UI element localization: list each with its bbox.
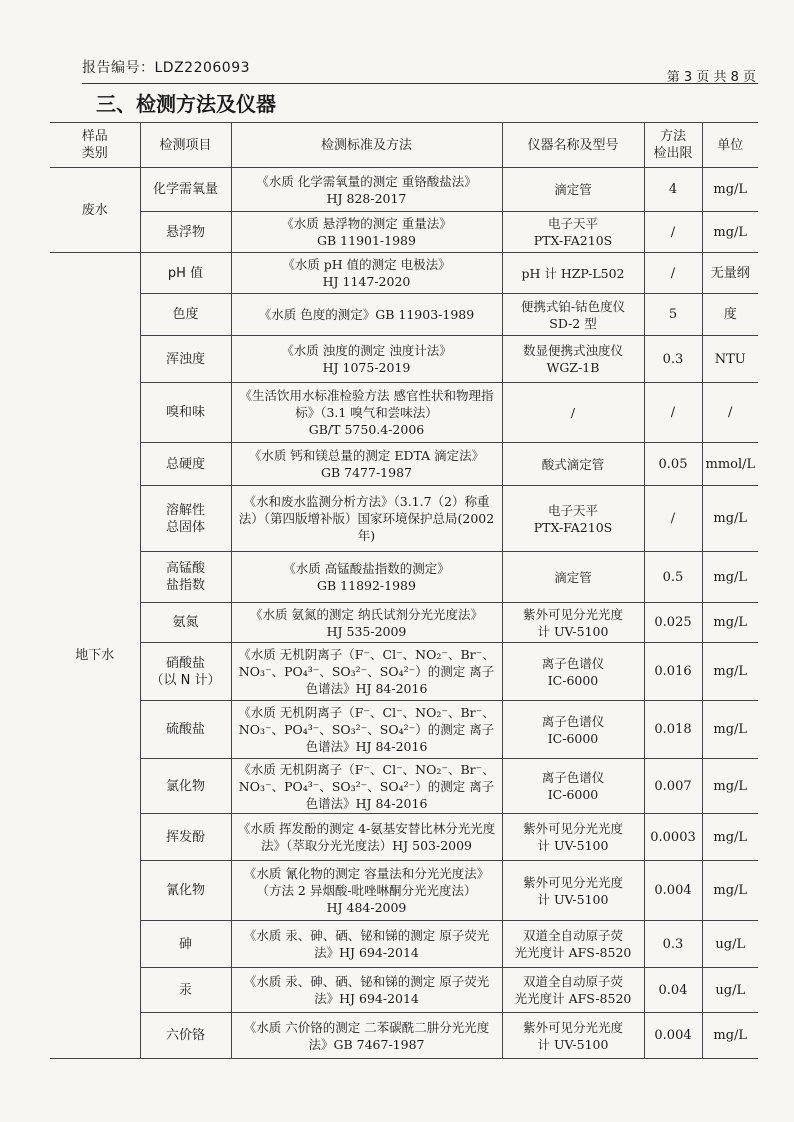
unit-cell: mg/L: [702, 759, 758, 814]
instrument-cell: pH 计 HZP-L502: [502, 253, 644, 294]
instrument-cell: 紫外可见分光光度 计 UV-5100: [502, 861, 644, 921]
detection-limit-cell: 0.5: [644, 552, 702, 603]
table-row: [50, 212, 758, 253]
instrument-cell: 滴定管: [502, 552, 644, 603]
table-row: [50, 168, 758, 212]
table-row: [50, 968, 758, 1013]
test-item-cell: 总硬度: [140, 443, 231, 486]
sample-category-cell: 废水: [50, 168, 140, 253]
test-item-cell: pH 值: [140, 253, 231, 294]
table-row: [50, 336, 758, 383]
test-item-cell: 挥发酚: [140, 814, 231, 861]
detection-limit-cell: 5: [644, 294, 702, 336]
instrument-cell: 电子天平 PTX-FA210S: [502, 486, 644, 552]
detection-limit-cell: /: [644, 253, 702, 294]
instrument-cell: 酸式滴定管: [502, 443, 644, 486]
table-row: [50, 383, 758, 443]
test-item-cell: 高锰酸 盐指数: [140, 552, 231, 603]
instrument-cell: 紫外可见分光光度 计 UV-5100: [502, 1013, 644, 1059]
detection-limit-cell: 0.3: [644, 921, 702, 968]
report-number: 报告编号：LDZ2206093: [82, 60, 251, 76]
unit-cell: NTU: [702, 336, 758, 383]
method-cell: 《水质 悬浮物的测定 重量法》 GB 11901-1989: [231, 212, 502, 253]
detection-limit-cell: /: [644, 486, 702, 552]
instrument-cell: 电子天平 PTX-FA210S: [502, 212, 644, 253]
detection-limit-cell: 0.025: [644, 603, 702, 643]
detection-limit-cell: 0.0003: [644, 814, 702, 861]
test-item-cell: 氨氮: [140, 603, 231, 643]
test-item-cell: 悬浮物: [140, 212, 231, 253]
method-cell: 《生活饮用水标准检验方法 感官性状和物理指标》（3.1 嗅气和尝味法） GB/T 5750.4-2006: [231, 383, 502, 443]
test-item-cell: 化学需氧量: [140, 168, 231, 212]
test-item-cell: 嗅和味: [140, 383, 231, 443]
method-cell: 《水质 钙和镁总量的测定 EDTA 滴定法》 GB 7477-1987: [231, 443, 502, 486]
instrument-cell: 离子色谱仪 IC-6000: [502, 643, 644, 701]
method-cell: 《水质 色度的测定》GB 11903-1989: [231, 294, 502, 336]
table-row: [50, 701, 758, 759]
test-item-cell: 溶解性 总固体: [140, 486, 231, 552]
table-body: [50, 168, 758, 1059]
instrument-cell: 离子色谱仪 IC-6000: [502, 701, 644, 759]
table-row: [50, 759, 758, 814]
instrument-cell: 紫外可见分光光度 计 UV-5100: [502, 603, 644, 643]
sample-category-cell: 地下水: [50, 253, 140, 1059]
test-item-cell: 硝酸盐 （以 N 计）: [140, 643, 231, 701]
method-cell: 《水质 氨氮的测定 纳氏试剂分光光度法》 HJ 535-2009: [231, 603, 502, 643]
instrument-cell: /: [502, 383, 644, 443]
detection-limit-cell: /: [644, 212, 702, 253]
test-item-cell: 氯化物: [140, 759, 231, 814]
test-item-cell: 硫酸盐: [140, 701, 231, 759]
unit-cell: mg/L: [702, 701, 758, 759]
method-cell: 《水质 无机阴离子（F⁻、Cl⁻、NO₂⁻、Br⁻、NO₃⁻、PO₄³⁻、SO₃²⁻、SO₄²⁻）的测定 离子色谱法》HJ 84-2016: [231, 643, 502, 701]
col-header-limit: 方法 检出限: [644, 123, 702, 168]
unit-cell: /: [702, 383, 758, 443]
unit-cell: mg/L: [702, 643, 758, 701]
unit-cell: mg/L: [702, 486, 758, 552]
test-item-cell: 浑浊度: [140, 336, 231, 383]
instrument-cell: 离子色谱仪 IC-6000: [502, 759, 644, 814]
header-divider: [82, 83, 758, 84]
unit-cell: mg/L: [702, 212, 758, 253]
section-title: 三、检测方法及仪器: [96, 92, 276, 116]
test-item-cell: 六价铬: [140, 1013, 231, 1059]
method-cell: 《水和废水监测分析方法》（3.1.7（2）称重法）（第四版增补版）国家环境保护总局(2002 年): [231, 486, 502, 552]
table-row: [50, 486, 758, 552]
methods-table: [50, 122, 758, 1059]
table-row: [50, 294, 758, 336]
detection-limit-cell: 0.04: [644, 968, 702, 1013]
instrument-cell: 双道全自动原子荧 光光度计 AFS-8520: [502, 921, 644, 968]
method-cell: 《水质 汞、砷、硒、铋和锑的测定 原子荧光法》HJ 694-2014: [231, 921, 502, 968]
detection-limit-cell: 0.018: [644, 701, 702, 759]
unit-cell: mg/L: [702, 1013, 758, 1059]
method-cell: 《水质 无机阴离子（F⁻、Cl⁻、NO₂⁻、Br⁻、NO₃⁻、PO₄³⁻、SO₃²⁻、SO₄²⁻）的测定 离子色谱法》HJ 84-2016: [231, 759, 502, 814]
unit-cell: mg/L: [702, 603, 758, 643]
table-row: [50, 643, 758, 701]
page-info: 第 3 页 共 8 页: [666, 70, 756, 85]
detection-limit-cell: 0.004: [644, 861, 702, 921]
table-row: [50, 603, 758, 643]
detection-limit-cell: 0.3: [644, 336, 702, 383]
detection-limit-cell: 0.016: [644, 643, 702, 701]
unit-cell: ug/L: [702, 968, 758, 1013]
table-row: [50, 921, 758, 968]
table-row: [50, 443, 758, 486]
test-item-cell: 砷: [140, 921, 231, 968]
method-cell: 《水质 挥发酚的测定 4-氨基安替比林分光光度法》（萃取分光光度法）HJ 503-2009: [231, 814, 502, 861]
table-row: [50, 814, 758, 861]
col-header-instrument: 仪器名称及型号: [502, 123, 644, 168]
col-header-method: 检测标准及方法: [231, 123, 502, 168]
test-item-cell: 汞: [140, 968, 231, 1013]
detection-limit-cell: 0.05: [644, 443, 702, 486]
unit-cell: mg/L: [702, 861, 758, 921]
method-cell: 《水质 pH 值的测定 电极法》 HJ 1147-2020: [231, 253, 502, 294]
unit-cell: mmol/L: [702, 443, 758, 486]
test-item-cell: 氰化物: [140, 861, 231, 921]
col-header-category: 样品 类别: [50, 123, 140, 168]
unit-cell: mg/L: [702, 552, 758, 603]
test-item-cell: 色度: [140, 294, 231, 336]
unit-cell: 度: [702, 294, 758, 336]
instrument-cell: 数显便携式浊度仪 WGZ-1B: [502, 336, 644, 383]
unit-cell: 无量纲: [702, 253, 758, 294]
detection-limit-cell: 0.007: [644, 759, 702, 814]
detection-limit-cell: 0.004: [644, 1013, 702, 1059]
method-cell: 《水质 氰化物的测定 容量法和分光光度法》（方法 2 异烟酸-吡唑啉酮分光光度法） HJ 484-2009: [231, 861, 502, 921]
method-cell: 《水质 六价铬的测定 二苯碳酰二肼分光光度法》GB 7467-1987: [231, 1013, 502, 1059]
method-cell: 《水质 高锰酸盐指数的测定》 GB 11892-1989: [231, 552, 502, 603]
table-row: [50, 1013, 758, 1059]
method-cell: 《水质 浊度的测定 浊度计法》 HJ 1075-2019: [231, 336, 502, 383]
table-row: [50, 861, 758, 921]
unit-cell: mg/L: [702, 168, 758, 212]
table-row: [50, 253, 758, 294]
instrument-cell: 紫外可见分光光度 计 UV-5100: [502, 814, 644, 861]
unit-cell: ug/L: [702, 921, 758, 968]
detection-limit-cell: 4: [644, 168, 702, 212]
method-cell: 《水质 化学需氧量的测定 重铬酸盐法》 HJ 828-2017: [231, 168, 502, 212]
detection-limit-cell: /: [644, 383, 702, 443]
instrument-cell: 滴定管: [502, 168, 644, 212]
instrument-cell: 双道全自动原子荧 光光度计 AFS-8520: [502, 968, 644, 1013]
table-header-row: [50, 123, 758, 168]
method-cell: 《水质 无机阴离子（F⁻、Cl⁻、NO₂⁻、Br⁻、NO₃⁻、PO₄³⁻、SO₃²⁻、SO₄²⁻）的测定 离子色谱法》HJ 84-2016: [231, 701, 502, 759]
method-cell: 《水质 汞、砷、硒、铋和锑的测定 原子荧光法》HJ 694-2014: [231, 968, 502, 1013]
unit-cell: mg/L: [702, 814, 758, 861]
col-header-unit: 单位: [702, 123, 758, 168]
instrument-cell: 便携式铂-钴色度仪 SD-2 型: [502, 294, 644, 336]
table-row: [50, 552, 758, 603]
col-header-item: 检测项目: [140, 123, 231, 168]
